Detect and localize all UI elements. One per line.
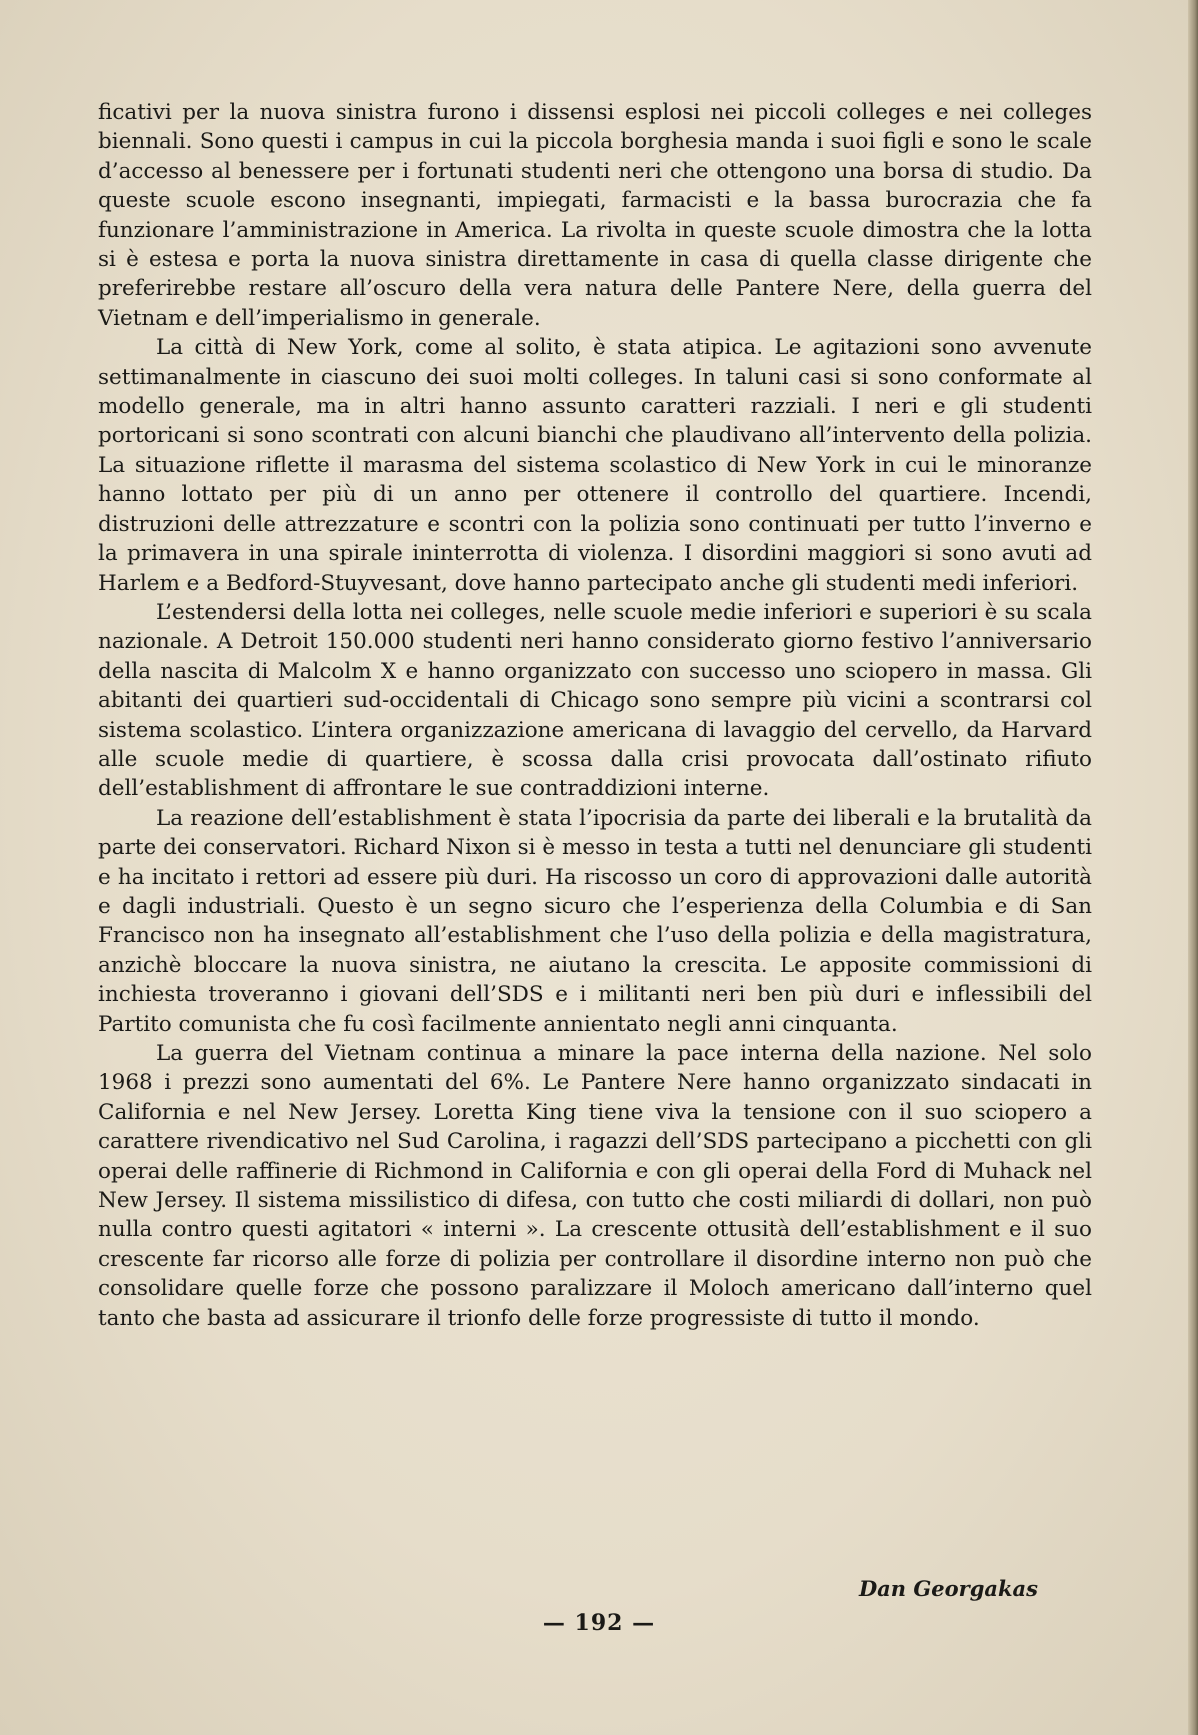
paragraph: La reazione dell’establishment è stata l’ipocrisia da parte dei liberali e la brutalità da parte dei conservatori. Richard Nixon si è messo in testa a tutti nel denunciare gli studenti e ha incitato i rettori ad essere più duri. Ha riscosso un coro di approvazioni dalle autorità e dagli industriali. Questo è un segno sicuro che l’esperienza della Columbia e di San Francisco non ha insegnato all’establishment che l’uso della polizia e della magistratura, anzichè bloccare la nuova sinistra, ne aiutano la crescita. Le apposite commissioni di inchiesta troveranno i giovani dell’SDS e i militanti neri ben più duri e inflessibili del Partito comunista che fu così facilmente annientato negli anni cinquanta. bbox=[98, 805, 1092, 1037]
body-text bbox=[98, 98, 1092, 1333]
paragraph: ficativi per la nuova sinistra furono i dissensi esplosi nei piccoli colleges e nei colleges biennali. Sono questi i campus in cui la piccola borghesia manda i suoi figli e sono le scale d’accesso al benessere per i fortunati studenti neri che ottengono una borsa di studio. Da queste scuole escono insegnanti, impiegati, farmacisti e la bassa burocrazia che fa funzionare l’amministrazione in America. La rivolta in queste scuole dimostra che la lotta si è estesa e porta la nuova sinistra direttamente in casa di quella classe dirigente che preferirebbe restare all’oscuro della vera natura delle Pantere Nere, della guerra del Vietnam e dell’imperialismo in generale. bbox=[98, 100, 1092, 331]
page-edge bbox=[1188, 0, 1198, 1735]
page-number: — 192 — bbox=[542, 1610, 656, 1636]
paragraph: L’estendersi della lotta nei colleges, nelle scuole medie inferiori e superiori è su scala nazionale. A Detroit 150.000 studenti neri hanno considerato giorno festivo l’anniversario della nascita di Malcolm X e hanno organizzato con successo uno sciopero in massa. Gli abitanti dei quartieri sud-occidentali di Chicago sono sempre più vicini a scontrarsi col sistema scolastico. L’intera organizzazione americana di lavaggio del cervello, da Harvard alle scuole medie di quartiere, è scossa dalla crisi provocata dall’ostinato rifiuto dell’establishment di affrontare le sue contraddizioni interne. bbox=[98, 599, 1092, 802]
paragraph: La guerra del Vietnam continua a minare la pace interna della nazione. Nel solo 1968 i prezzi sono aumentati del 6%. Le Pantere Nere hanno organizzato sindacati in California e nel New Jersey. Loretta King tiene viva la tensione con il suo sciopero a carattere rivendicativo nel Sud Carolina, i ragazzi dell’SDS partecipano a picchetti con gli operai delle raffinerie di Richmond in California e con gli operai della Ford di Muhack nel New Jersey. Il sistema missilistico di difesa, con tutto che costi miliardi di dollari, non può nulla contro questi agitatori « interni ». La crescente ottusità dell’establishment e il suo crescente far ricorso alle forze di polizia per controllare il disordine interno non può che consolidare quelle forze che possono paralizzare il Moloch americano dall’interno quel tanto che basta ad assicurare il trionfo delle forze progressiste di tutto il mondo. bbox=[98, 1041, 1092, 1331]
author-signature: Dan Georgakas bbox=[858, 1576, 1038, 1601]
paragraph: La città di New York, come al solito, è stata atipica. Le agitazioni sono avvenute settimanalmente in ciascuno dei suoi molti colleges. In taluni casi si sono conformate al modello generale, ma in altri hanno assunto caratteri razziali. I neri e gli studenti portoricani si sono scontrati con alcuni bianchi che plaudivano all’intervento della polizia. La situazione riflette il marasma del sistema scolastico di New York in cui le minoranze hanno lottato per più di un anno per ottenere il controllo del quartiere. Incendi, distruzioni delle attrezzature e scontri con la polizia sono continuati per tutto l’inverno e la primavera in una spirale ininterrotta di violenza. I disordini maggiori si sono avuti ad Harlem e a Bedford-Stuyvesant, dove hanno partecipato anche gli studenti medi inferiori. bbox=[98, 335, 1092, 596]
